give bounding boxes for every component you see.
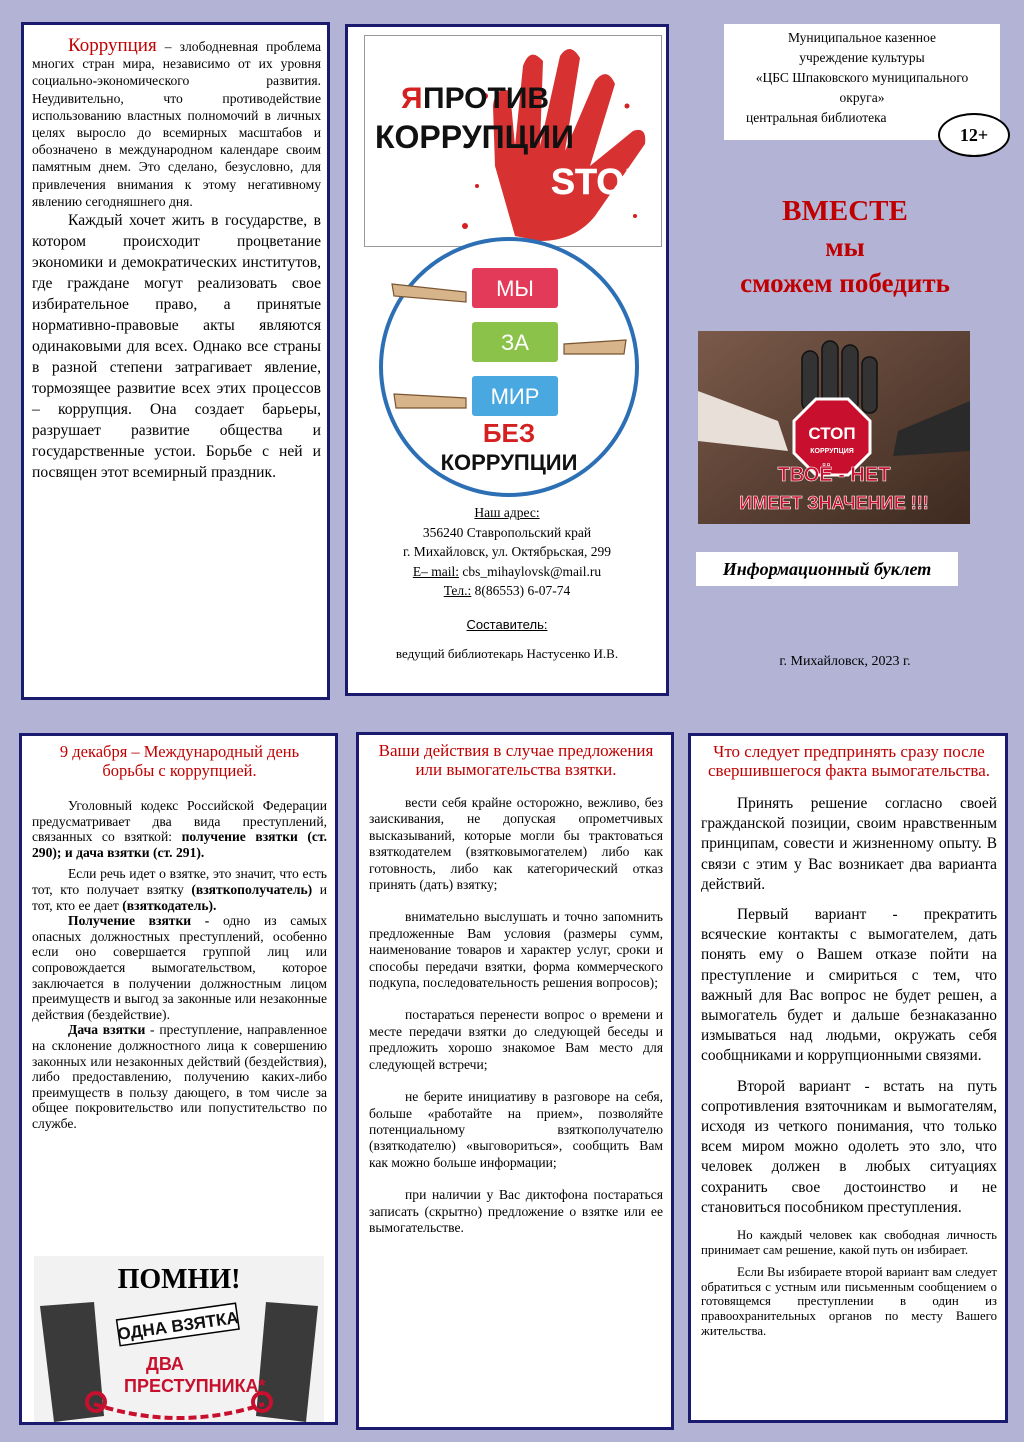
after-para-5: Если Вы избираете второй вариант вам следует обратиться с устным или письменным сообщением о готовящемся преступлении в один из правоохранительных органов по месту Вашего жительства.: [701, 1265, 997, 1338]
booklet-label: Информационный буклет: [696, 552, 958, 586]
after-para-3: Второй вариант - встать на путь сопротивления взяточникам и вымогателям, исходя из четкого понимания, что только всем миром можно одолеть это зло, что человек должен в любых ситуациях сохранить свое достоинство и не становиться пособником преступления.: [701, 1077, 997, 1216]
address-line-1: 356240 Ставропольский край: [422, 524, 592, 540]
after-panel-title: Что следует предпринять сразу после свершившегося факта вымогательства.: [707, 742, 991, 780]
compiler-label: Составитель:: [466, 616, 548, 632]
law-para-1-text: Уголовный кодекс Российской Федерации предусматривает два вида преступлений, связанных со взяткой:: [32, 798, 327, 845]
law-para-2-bold-2: (взяткодатель).: [122, 897, 217, 913]
remember-title: ПОМНИ!: [117, 1264, 241, 1295]
phone-number: 8(86553) 6-07-74: [471, 583, 571, 598]
action-item-1: вести себя крайне осторожно, вежливо, без заискивания, не допуская опрометчивых высказываний, которые могли бы трактоваться взяткодателем (взятковымогателем) либо как готовность, либо как категорический отказ принять (дать) взятку;: [369, 795, 663, 893]
law-para-4-bold: Дача взятки: [68, 1022, 146, 1038]
law-para-4: [32, 1022, 327, 1131]
email-link[interactable]: cbs_mihaylovsk@mail.ru: [458, 563, 602, 579]
compiler-name: ведущий библиотекарь Настусенко И.В.: [395, 646, 619, 661]
after-para-4: Но каждый человек как свободная личность принимает сам решение, какой путь он избирает.: [701, 1228, 997, 1257]
law-para-1-bold: получение взятки (ст. 290); и дача взятки (ст. 291).: [32, 829, 327, 860]
contact-panel: [345, 24, 669, 696]
address-label: Наш адрес:: [474, 505, 540, 520]
law-para-2: [32, 866, 327, 913]
poster1-ya: Я: [401, 82, 423, 115]
slogan: [690, 193, 1000, 301]
poster3-line1: ТВОЁ - НЕТ: [777, 464, 891, 486]
law-panel-title: 9 декабря – Международный день борьбы с коррупцией.: [59, 742, 300, 780]
intro-paragraph-1-text: – злободневная проблема многих стран мира, независимо от их уровня социально-экономического развития. Неудивительно, что противодействие использованию властных полномочий в личных целях выросло до всемирных масштабов и обозначено в международном календаре своим памятным днем. Это сделано, безусловно, для привлечения внимания к этому негативному явлению сегодняшнего дня.: [32, 39, 321, 209]
after-extortion-panel: [688, 733, 1008, 1423]
poster2-w4: БЕЗ: [482, 418, 536, 448]
phone-line: [348, 581, 666, 601]
law-para-4-text: - преступление, направленное на склонение должностного лица к совершению законных или незаконных действий (бездействия), либо предоставлению, получению каких-либо преимуществ в пользу дающего, в том числе за общее покровительство или попустительство по службе.: [32, 1022, 327, 1131]
poster1-line1: ПРОТИВ: [423, 82, 550, 115]
address-block: [348, 503, 666, 664]
stop-hand-illustration: [698, 331, 970, 524]
law-panel: [19, 733, 338, 1425]
actions-panel-title: Ваши действия в случае предложения или вымогательства взятки.: [378, 741, 654, 779]
poster4-line3: ПРЕСТУПНИКА*: [124, 1376, 266, 1396]
poster-peace-without-corruption: [374, 232, 644, 502]
slogan-line-1: ВМЕСТЕ: [782, 195, 908, 227]
intro-panel: [21, 22, 330, 700]
poster3-sub: КОРРУПЦИЯ: [810, 448, 854, 455]
city-year: г. Михайловск, 2023 г.: [779, 654, 911, 669]
peace-poster-circle: [374, 232, 644, 502]
poster2-w3: МИР: [490, 384, 540, 409]
slogan-line-3: сможем победить: [740, 268, 950, 298]
poster1-line2: КОРРУПЦИИ: [375, 119, 574, 155]
poster2-w2: ЗА: [501, 330, 529, 355]
org-line-1: Муниципальное казенное: [787, 30, 937, 45]
intro-lead-word: Коррупция: [68, 35, 157, 56]
address-line-2: г. Михайловск, ул. Октябрьская, 299: [403, 544, 611, 559]
slogan-line-2: мы: [825, 232, 865, 262]
poster-your-no-matters: [698, 331, 970, 524]
handcuffs-illustration: [34, 1256, 324, 1422]
poster3-line2: ИМЕЕТ ЗНАЧЕНИЕ !!!: [739, 493, 929, 513]
poster3-stop: СТОП: [808, 424, 856, 443]
law-para-3-text: одно из самых опасных должностных преступлений, особенно если оно совершается группой лиц или сопровождается вымогательством, которое заключается в получении должностным лицом преимуществ и выгод за законные или незаконные действия (бездействие).: [32, 913, 328, 1022]
poster4-line1: ОДНА ВЗЯТКА: [116, 1308, 240, 1344]
poster-against-corruption: [364, 35, 662, 247]
intro-paragraph-1: [32, 37, 321, 210]
phone-label: Тел.:: [443, 583, 472, 598]
poster2-w5: КОРРУПЦИИ: [440, 450, 578, 475]
action-item-2: внимательно выслушать и точно запомнить предложенные Вам условия (размеры сумм, наименование товаров и характер услуг, сроки и способы передачи взятки, форма коммерческого подкупа, последовательность решения вопросов);: [369, 909, 663, 991]
org-line-3: «ЦБС Шпаковского муниципального: [755, 70, 969, 85]
org-line-5: центральная библиотека: [746, 110, 887, 125]
law-para-1: [32, 798, 327, 860]
law-para-2-text-b: и тот, кто ее дает: [32, 881, 327, 913]
poster2-w1: МЫ: [496, 276, 534, 301]
remember-poster: [34, 1256, 324, 1422]
law-para-3-bold: Получение взятки -: [68, 913, 210, 929]
actions-panel: [356, 732, 674, 1430]
red-hand-illustration: [365, 36, 661, 246]
poster1-stop: STOP: [551, 161, 649, 202]
action-item-5: при наличии у Вас диктофона постараться записать (скрытно) предложение о взятке или ее вымогательстве.: [369, 1187, 663, 1235]
intro-paragraph-2: Каждый хочет жить в государстве, в котором происходит процветание экономики и демократических институтов, где граждане могут реализовать свое избирательное право, а принятые нормативно-правовые акты являются одинаковыми для всех. Однако все страны в разной степени затрагивает явление, тормозящее развитие всех этих процессов – коррупция. Она создает барьеры, разрушает развитие общества и государственные устои. Борьбе с ней и посвящен этот всемирный праздник.: [32, 212, 321, 482]
action-item-3: постараться перенести вопрос о времени и месте передачи взятки до следующей беседы и предложить хорошо знакомое Вам место для следующей встречи;: [369, 1007, 663, 1072]
org-line-2: учреждение культуры: [799, 50, 925, 65]
law-para-2-text-a: Если речь идет о взятке, это значит, что есть тот, кто получает взятку: [32, 866, 327, 897]
email-label: E– mail:: [412, 563, 459, 579]
law-para-3: [32, 913, 327, 1022]
email-line: [348, 562, 666, 582]
law-para-2-bold-1: (взяткополучатель): [191, 881, 313, 897]
org-line-4: округа»: [839, 90, 885, 105]
after-para-2: Первый вариант - прекратить всяческие контакты с вымогателем, дать понять ему о Вашем отказе пойти на преступление и смириться с тем, что важный для Вас вопрос не будет решен, а вымогатель будет и дальше безнаказанно измываться над людьми, окружать себя сообщниками и коррупционными связями.: [701, 906, 997, 1065]
after-para-1: Принять решение согласно своей гражданской позиции, своим нравственным принципам, совести и жизненному опыту. В связи с этим у Вас возникает два варианта действий.: [701, 795, 997, 893]
action-item-4: не берите инициативу в разговоре на себя, больше «работайте на прием», позволяйте потенциальному взяткополучателю (взяткодателю) «выговориться», сообщить Вам как можно больше информации;: [369, 1089, 663, 1170]
age-rating-badge: 12+: [938, 113, 1010, 157]
poster4-line2: ДВА: [146, 1354, 184, 1374]
